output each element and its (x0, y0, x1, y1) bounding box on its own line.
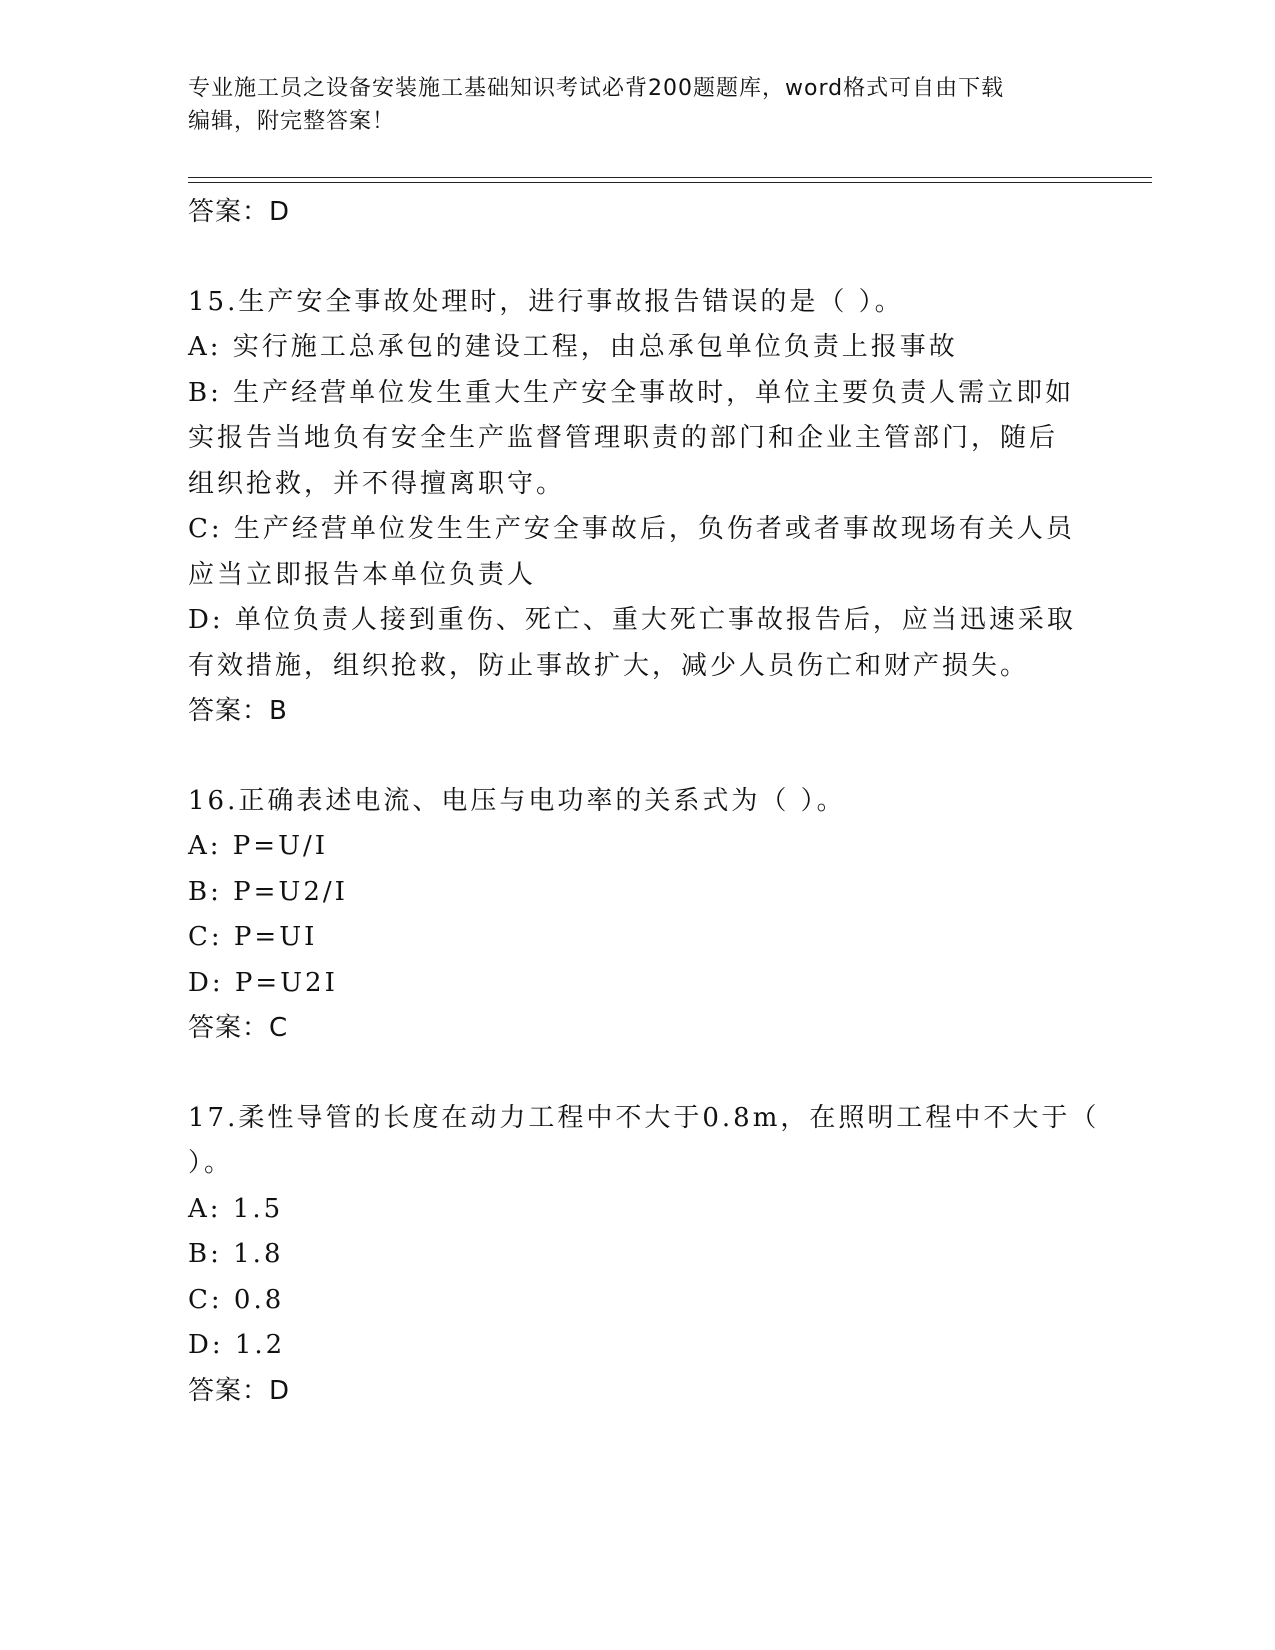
document-body (188, 190, 1100, 1414)
question-stem: 17.柔性导管的长度在动力工程中不大于0.8m，在照明工程中不大于（ (188, 1102, 1100, 1133)
option-a: A: 实行施工总承包的建设工程，由总承包单位负责上报事故 (188, 332, 958, 362)
header-title-line-1: 专业施工员之设备安装施工基础知识考试必背200题题库，word格式可自由下载 (188, 76, 1005, 101)
header-title-line-2: 编辑，附完整答案！ (188, 109, 396, 134)
spacer (188, 735, 1088, 779)
page-header (188, 72, 1068, 138)
question-stem-continuation: ）。 (188, 1148, 234, 1178)
option-b-continuation: 实报告当地负有安全生产监督管理职责的部门和企业主管部门，随后 (188, 423, 1059, 453)
option-b: B: 生产经营单位发生重大生产安全事故时，单位主要负责人需立即如 (188, 377, 1075, 408)
option-b-continuation: 组织抢救，并不得擅离职守。 (188, 468, 566, 499)
option-c-continuation: 应当立即报告本单位负责人 (188, 559, 537, 590)
question-block-15 (188, 280, 1088, 735)
option-a: A: 1.5 (188, 1193, 284, 1224)
option-d-continuation: 有效措施，组织抢救，防止事故扩大，减少人员伤亡和财产损失。 (188, 650, 1030, 681)
option-d: D: P=U2I (188, 967, 338, 998)
option-a: A: P=U/I (188, 831, 329, 861)
option-c: C: 生产经营单位发生生产安全事故后，负伤者或者事故现场有关人员 (188, 514, 1075, 544)
answer: 答案：D (188, 1375, 291, 1406)
option-d: D: 1.2 (188, 1330, 286, 1360)
option-b: B: P=U2/I (188, 876, 348, 907)
option-d: D: 单位负责人接到重伤、死亡、重大死亡事故报告后，应当迅速采取 (188, 605, 1076, 635)
answer: 答案：B (188, 696, 288, 726)
header-divider (188, 177, 1152, 183)
option-b: B: 1.8 (188, 1239, 284, 1269)
option-c: C: P=UI (188, 922, 318, 952)
question-block-16 (188, 779, 1088, 1052)
question-block-17 (188, 1096, 1100, 1415)
answer: 答案：C (188, 1013, 289, 1043)
option-c: C: 0.8 (188, 1284, 285, 1315)
previous-answer: 答案：D (188, 197, 291, 227)
question-stem: 15.生产安全事故处理时，进行事故报告错误的是（ ）。 (188, 286, 904, 317)
spacer (188, 1052, 1088, 1096)
question-stem: 16.正确表述电流、电压与电功率的关系式为（ ）。 (188, 785, 846, 816)
spacer (188, 236, 1088, 280)
